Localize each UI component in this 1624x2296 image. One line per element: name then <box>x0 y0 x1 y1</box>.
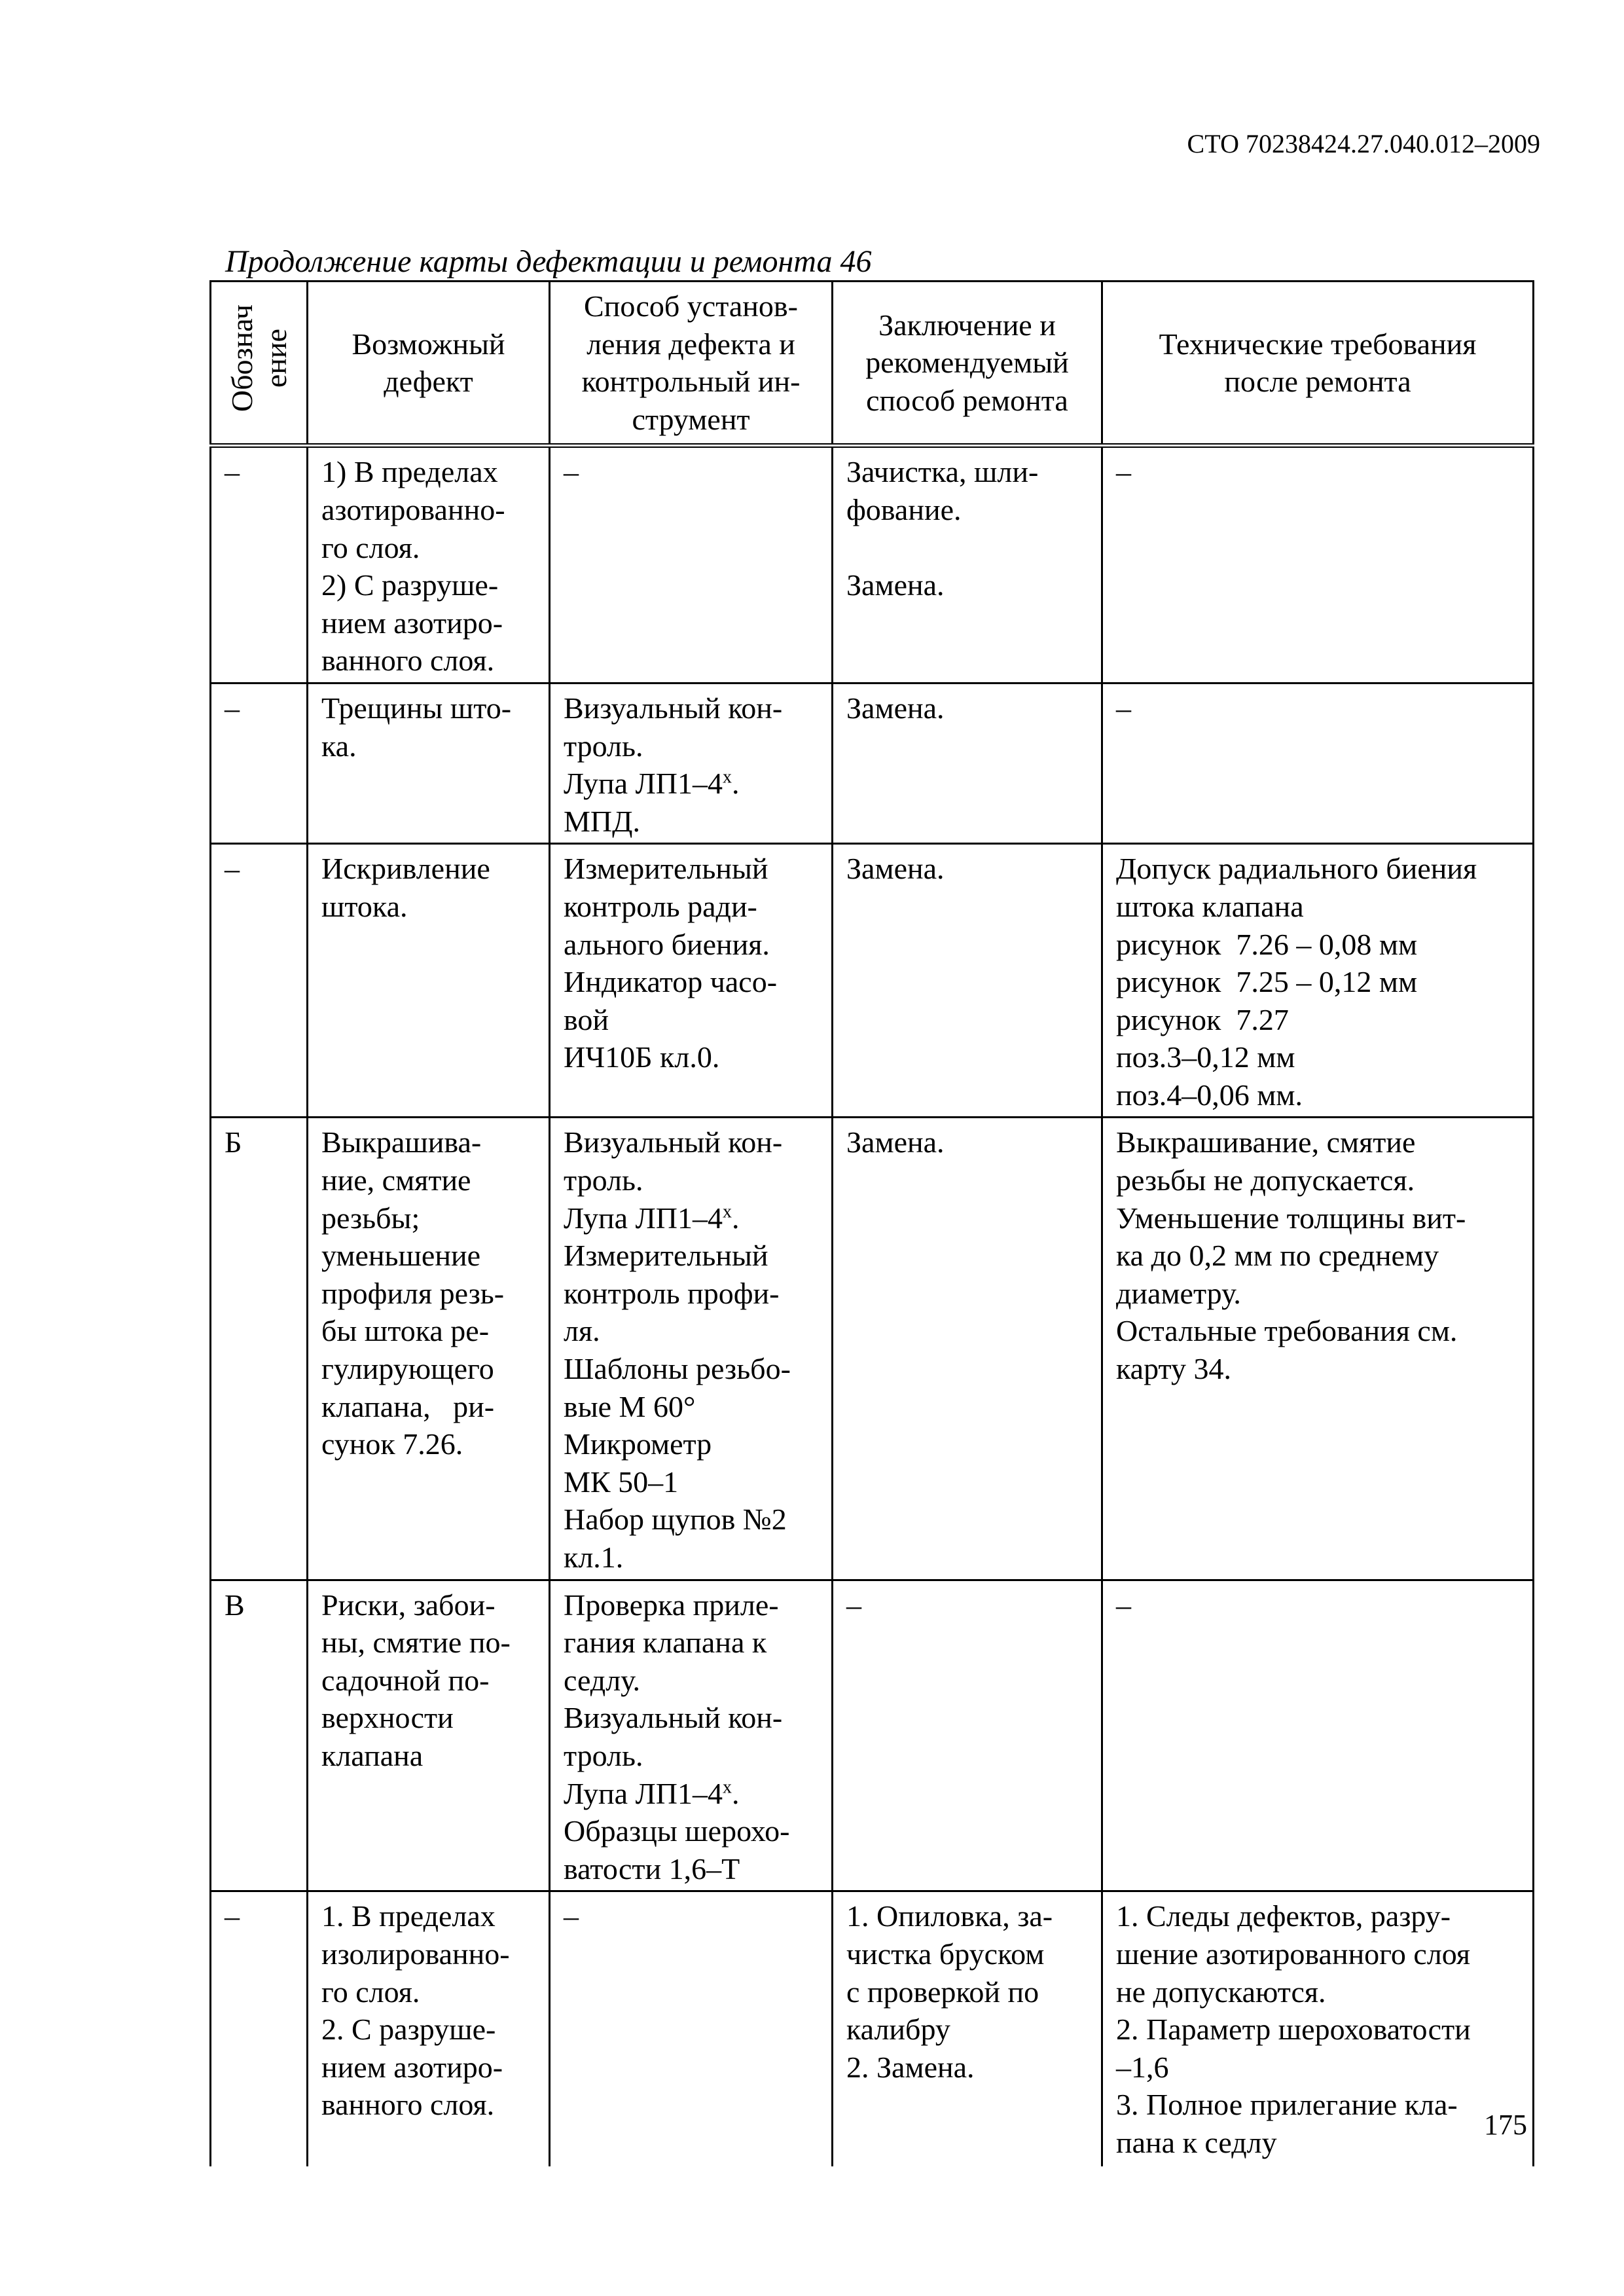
cell-line: Выкрашивание, смятие <box>1116 1125 1416 1159</box>
cell-line: – <box>1116 691 1131 725</box>
cell-line: шение азотированного слоя <box>1116 1937 1471 1971</box>
cell-line: рисунок 7.26 – 0,08 мм <box>1116 927 1418 961</box>
cell-line: гулирующего <box>321 1352 494 1386</box>
cell-conclusion <box>833 683 1102 843</box>
cell-line: Образцы шерохо- <box>564 1814 790 1848</box>
cell-line: контроль профи- <box>564 1276 780 1310</box>
header-designation <box>211 282 308 446</box>
table-body <box>211 446 1534 2166</box>
table-row <box>211 1580 1534 1891</box>
header-designation-label: Обознач ение <box>225 304 293 412</box>
header-method: Способ установ- ления дефекта и контрольный ин- струмент <box>550 282 833 446</box>
cell-line: 2. Параметр шероховатости <box>1116 2013 1471 2047</box>
cell-line: вые М 60° <box>564 1389 696 1423</box>
cell-line: Замена. <box>846 1125 945 1159</box>
cell-line: Замена. <box>846 691 945 725</box>
cell-line: клапана, ри- <box>321 1389 495 1423</box>
cell-line: троль. <box>564 729 643 763</box>
superscript: х <box>723 1201 732 1222</box>
cell-line: Проверка приле- <box>564 1588 779 1622</box>
cell-line: штока. <box>321 889 408 923</box>
cell-line: – <box>564 1899 579 1933</box>
cell-method <box>550 1580 833 1891</box>
cell-line: 1. Следы дефектов, разру- <box>1116 1899 1451 1933</box>
cell-line: Набор щупов №2 <box>564 1503 787 1537</box>
header-conclusion: Заключение и рекомендуемый способ ремонта <box>833 282 1102 446</box>
document-code: СТО 70238424.27.040.012–2009 <box>1187 129 1540 158</box>
cell-line: ванного слоя. <box>321 644 495 678</box>
cell-line: Лупа $ЛП1-4^х$. <box>564 1776 740 1810</box>
cell-line: Измерительный <box>564 852 768 886</box>
cell-requirements <box>1102 844 1534 1118</box>
cell-line: чистка бруском <box>846 1937 1045 1971</box>
cell-line: контроль ради- <box>564 889 757 923</box>
defect-repair-table <box>209 280 1534 2166</box>
cell-line: уменьшение <box>321 1239 481 1273</box>
cell-line: 1. В пределах <box>321 1899 496 1933</box>
cell-line: Визуальный кон- <box>564 691 783 725</box>
cell-line: нием азотиро- <box>321 2050 503 2084</box>
cell-defect <box>308 446 550 683</box>
cell-line: вой <box>564 1002 609 1036</box>
cell-designation: – <box>211 1891 308 2166</box>
cell-conclusion <box>833 1891 1102 2166</box>
cell-line: ватости 1,6–Т <box>564 1851 740 1886</box>
page-number: 175 <box>1484 2109 1527 2141</box>
cell-line: 3. Полное прилегание кла- <box>1116 2088 1458 2122</box>
cell-line: го слоя. <box>321 1975 420 2009</box>
cell-line: профиля резь- <box>321 1276 505 1310</box>
cell-designation: Б <box>211 1118 308 1580</box>
table-header-row <box>211 282 1534 446</box>
cell-line: с проверкой по <box>846 1975 1039 2009</box>
table-row <box>211 446 1534 683</box>
cell-line: Остальные требования см. <box>1116 1314 1458 1348</box>
cell-line: Шаблоны резьбо- <box>564 1352 791 1386</box>
cell-line: троль. <box>564 1738 643 1772</box>
cell-designation: – <box>211 844 308 1118</box>
cell-line: изолированно- <box>321 1937 510 1971</box>
table-row <box>211 1891 1534 2166</box>
cell-line: 1. Опиловка, за- <box>846 1899 1053 1933</box>
header-defect: Возможный дефект <box>308 282 550 446</box>
cell-conclusion <box>833 844 1102 1118</box>
cell-line: кл.1. <box>564 1540 624 1574</box>
cell-line: Визуальный кон- <box>564 1701 783 1735</box>
cell-line: Микрометр <box>564 1427 712 1461</box>
cell-conclusion <box>833 446 1102 683</box>
cell-line: сунок 7.26. <box>321 1427 463 1461</box>
header-requirements: Технические требования после ремонта <box>1102 282 1534 446</box>
cell-line: Риски, забои- <box>321 1588 496 1622</box>
cell-line: фование. <box>846 492 962 526</box>
cell-designation: В <box>211 1580 308 1891</box>
cell-line: рисунок 7.25 – 0,12 мм <box>1116 965 1418 999</box>
cell-line: рисунок 7.27 <box>1116 1002 1289 1036</box>
cell-defect <box>308 683 550 843</box>
cell-line: бы штока ре- <box>321 1314 490 1348</box>
cell-line: диаметру. <box>1116 1276 1241 1310</box>
cell-line: Выкрашива- <box>321 1125 482 1159</box>
superscript: х <box>723 1777 732 1798</box>
cell-line: Уменьшение толщины вит- <box>1116 1201 1466 1235</box>
cell-method <box>550 1118 833 1580</box>
cell-line: калибру <box>846 2013 950 2047</box>
cell-defect <box>308 844 550 1118</box>
cell-line: не допускаются. <box>1116 1975 1326 2009</box>
cell-line: 2. Замена. <box>846 2050 975 2084</box>
cell-defect <box>308 1580 550 1891</box>
table-row <box>211 844 1534 1118</box>
cell-line: нием азотиро- <box>321 606 503 640</box>
cell-line: ны, смятие по- <box>321 1626 511 1660</box>
cell-line: ванного слоя. <box>321 2088 495 2122</box>
cell-method <box>550 844 833 1118</box>
cell-requirements <box>1102 683 1534 843</box>
cell-line: Лупа $ЛП1-4^х$. <box>564 1201 740 1235</box>
cell-line: Индикатор часо- <box>564 965 778 999</box>
cell-line: го слоя. <box>321 530 420 564</box>
cell-line <box>846 529 1091 567</box>
cell-requirements <box>1102 1118 1534 1580</box>
cell-line: – <box>1116 1588 1131 1622</box>
cell-line: гания клапана к <box>564 1626 767 1660</box>
cell-line: поз.3–0,12 мм <box>1116 1040 1295 1074</box>
cell-line: верхности <box>321 1701 454 1735</box>
cell-line: ние, смятие <box>321 1163 471 1197</box>
cell-line: Искривление <box>321 852 490 886</box>
cell-method <box>550 1891 833 2166</box>
cell-line: ального биения. <box>564 927 770 961</box>
cell-line: Допуск радиального биения <box>1116 852 1477 886</box>
cell-line: клапана <box>321 1738 424 1772</box>
cell-line: – <box>564 455 579 489</box>
cell-designation: – <box>211 446 308 683</box>
cell-line: Замена. <box>846 568 945 602</box>
cell-line: ИЧ10Б кл.0. <box>564 1040 720 1074</box>
cell-method <box>550 683 833 843</box>
cell-method <box>550 446 833 683</box>
cell-line: ка до 0,2 мм по среднему <box>1116 1239 1439 1273</box>
superscript: х <box>723 767 732 788</box>
cell-line: Визуальный кон- <box>564 1125 783 1159</box>
cell-line: Лупа $ЛП1-4^х$. <box>564 767 740 801</box>
table-row <box>211 1118 1534 1580</box>
cell-line: ля. <box>564 1314 600 1348</box>
cell-line: МК 50–1 <box>564 1465 679 1499</box>
cell-line: МПД. <box>564 804 640 838</box>
cell-requirements <box>1102 446 1534 683</box>
cell-line: троль. <box>564 1163 643 1197</box>
cell-line: Измерительный <box>564 1239 768 1273</box>
cell-conclusion <box>833 1580 1102 1891</box>
cell-designation: – <box>211 683 308 843</box>
cell-line: штока клапана <box>1116 889 1304 923</box>
cell-line: Трещины што- <box>321 691 512 725</box>
cell-line: поз.4–0,06 мм. <box>1116 1078 1303 1112</box>
cell-conclusion <box>833 1118 1102 1580</box>
cell-requirements <box>1102 1891 1534 2166</box>
table-caption: Продолжение карты дефектации и ремонта 46 <box>225 244 872 279</box>
cell-line: азотированно- <box>321 492 505 526</box>
cell-line: – <box>1116 455 1131 489</box>
cell-line: Замена. <box>846 852 945 886</box>
cell-line: ка. <box>321 729 357 763</box>
cell-requirements <box>1102 1580 1534 1891</box>
cell-line: – <box>846 1588 861 1622</box>
cell-defect <box>308 1118 550 1580</box>
cell-line: резьбы не допускается. <box>1116 1163 1415 1197</box>
cell-line: карту 34. <box>1116 1352 1231 1386</box>
cell-line: садочной по- <box>321 1663 490 1697</box>
cell-line: 1) В пределах <box>321 455 498 489</box>
cell-defect <box>308 1891 550 2166</box>
table-row <box>211 683 1534 843</box>
cell-line: 2) С разруше- <box>321 568 499 602</box>
cell-line: пана к седлу <box>1116 2125 1277 2159</box>
cell-line: Зачистка, шли- <box>846 455 1039 489</box>
cell-line: 2. С разруше- <box>321 2013 496 2047</box>
cell-line: седлу. <box>564 1663 641 1697</box>
cell-line: –1,6 <box>1116 2050 1169 2084</box>
cell-line: резьбы; <box>321 1201 420 1235</box>
